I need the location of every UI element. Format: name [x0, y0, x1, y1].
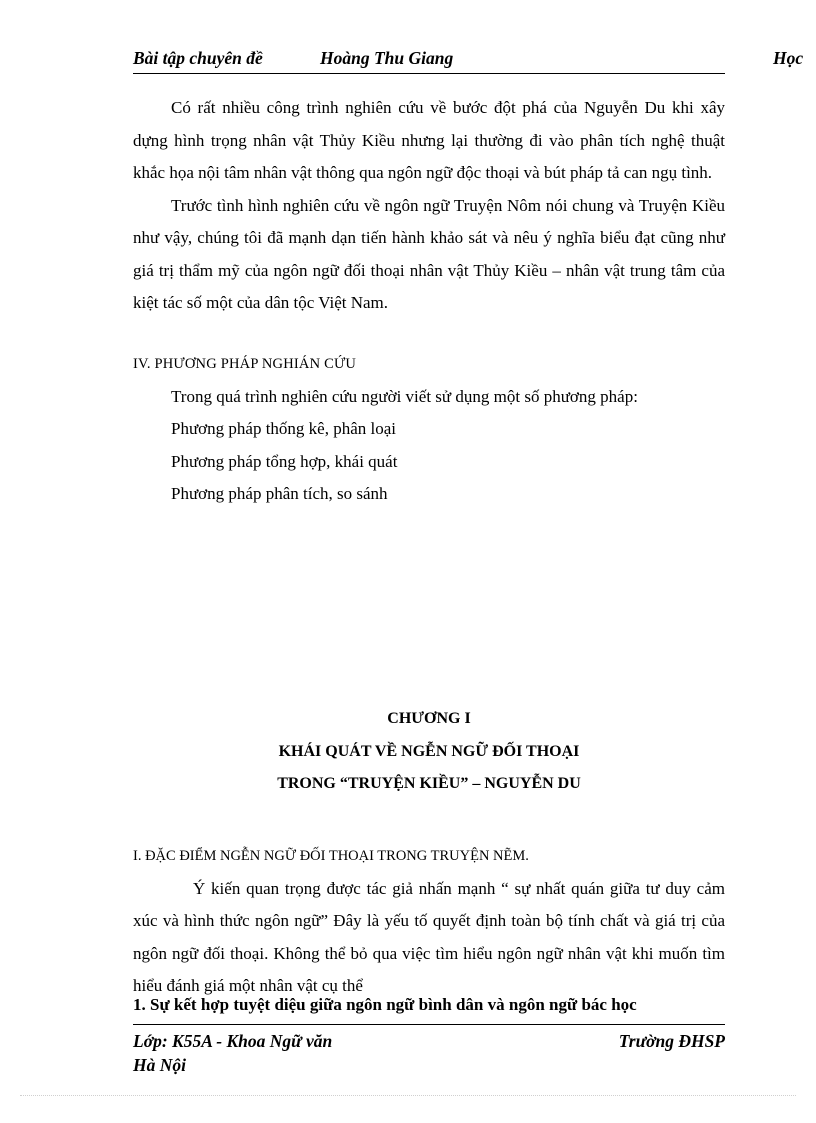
method-item: Phương pháp thống kê, phân loại: [171, 419, 397, 438]
methods-intro: Trong quá trình nghiên cứu người viết sử dụng một số phương pháp:: [171, 386, 638, 406]
page-header: [133, 48, 804, 74]
header-right-text: Học: [773, 48, 804, 68]
header-divider: [133, 73, 725, 74]
page-bottom-edge: [20, 1095, 796, 1096]
paragraph-research-context: Trước tình hình nghiên cứu về ngôn ngữ Truyện Nôm nói chung và Truyện Kiều như vậy, chúng tôi đã mạnh dạn tiến hành khảo sát và nêu ý nghĩa biểu đạt cũng như giá trị thẩm mỹ của ngôn ngữ đối thoại nhân vật Thủy Kiều – nhân vật trung tâm của kiệt tác số một của dân tộc Việt Nam.: [133, 195, 725, 312]
header-subject: Bài tập chuyên đề: [133, 48, 263, 68]
method-item: Phương pháp tổng hợp, khái quát: [171, 451, 398, 471]
footer-school: Trường ĐHSP: [618, 1031, 725, 1051]
chapter-title-line-1: KHÁI QUÁT VỀ NGỄN NGỮ ĐỐI THOẠI: [278, 742, 580, 760]
section-iv-heading: IV. PHƯƠNG PHÁP NGHIÁN CỨU: [133, 356, 357, 372]
paragraph-dialogue-consistency: Ý kiến quan trọng được tác giả nhấn mạnh “ sự nhất quán giữa tư duy cảm xúc và hình thức ngôn ngữ” Đây là yếu tố quyết định toàn bộ tính chất và giá trị của ngôn ngữ đối thoại. Không thể bỏ qua việc tìm hiểu ngôn ngữ nhân vật khi muốn tìm hiểu đánh giá một nhân vật cụ thể: [133, 878, 725, 995]
body-block-section-1: [133, 840, 725, 1003]
body-block-methods: [133, 348, 725, 511]
section-i-heading: I. ĐẶC ĐIỂM NGỄN NGỮ ĐỐI THOẠI TRONG TRUYỆN NẼM.: [133, 848, 529, 864]
footer-class: Lớp: K55A - Khoa Ngữ văn: [133, 1031, 333, 1051]
body-block-intro: [133, 92, 725, 320]
footer-city: Hà Nội: [133, 1055, 186, 1075]
chapter-title: [133, 703, 725, 801]
chapter-title-line-2: TRONG “TRUYỆN KIỀU” – NGUYỄN DU: [277, 775, 581, 792]
method-item: Phương pháp phân tích, so sánh: [171, 484, 388, 503]
footer-divider: [133, 1024, 725, 1025]
paragraph-research-overview: Có rất nhiều công trình nghiên cứu về bước đột phá của Nguyễn Du khi xây dựng hình trọng nhân vật Thủy Kiều nhưng lại thường đi vào phân tích nghệ thuật khắc họa nội tâm nhân vật thông qua ngôn ngữ độc thoại và bút pháp tả can ngụ tình.: [133, 98, 725, 182]
header-author: Hoàng Thu Giang: [320, 48, 454, 68]
chapter-number: CHƯƠNG I: [387, 710, 471, 727]
subsection-1-heading: 1. Sự kết hợp tuyệt diệu giữa ngôn ngữ bình dân và ngôn ngữ bác học: [133, 995, 637, 1014]
